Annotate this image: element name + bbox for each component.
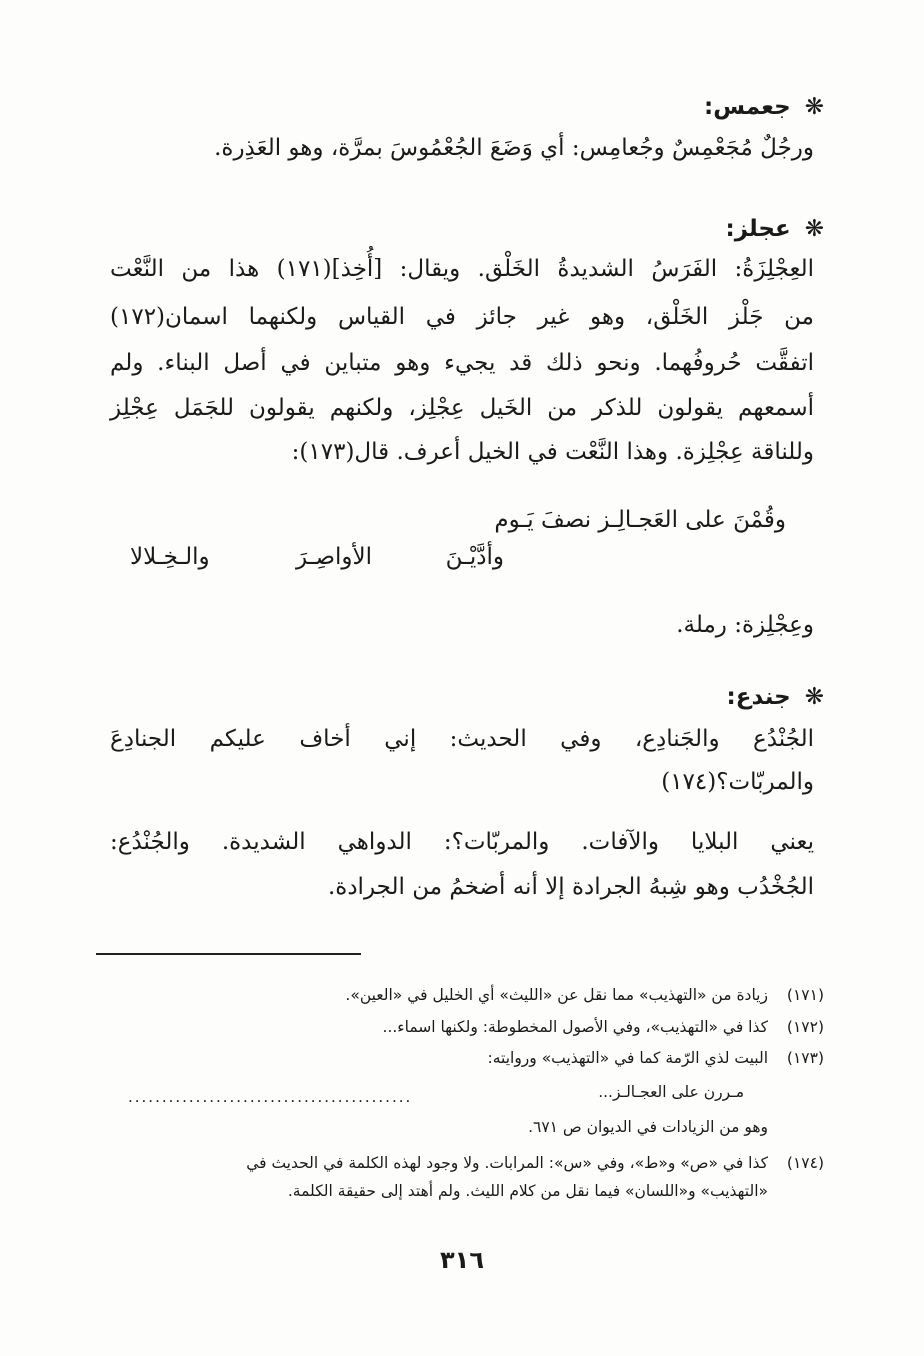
entry-line: الجُنْدُع والجَنادِع، وفي الحديث: إني أخاف عليكم الجنادِعَ (110, 726, 814, 752)
footnote-174-continued: «التهذيب» و«اللسان» فيما نقل من كلام الليث. ولم أهتد إلى حقيقة الكلمة. (287, 1182, 768, 1200)
verse-second-hemistich-end: والـخِـلالا (130, 544, 210, 570)
entry-line: من جَلْز الخَلْق، وهو غير جائز في القياس ولكنهما اسمان(١٧٢) (110, 304, 814, 330)
page-number: ٣١٦ (440, 1246, 484, 1274)
entry-line: أسمعهم يقولون للذكر من الخَيل عِجْلِز، ولكنهم يقولون للجَمَل عِجْلِز (110, 395, 814, 421)
entry-line: والمربّات؟(١٧٤) (661, 769, 814, 795)
verse-first-hemistich: وقُمْنَ على العَجـالِـز نصفَ يَـوم (494, 507, 786, 533)
footnote-verse-dots: .......................................... (128, 1088, 413, 1106)
entry-line: وعِجْلِزة: رملة. (676, 612, 814, 638)
entry-heading-jaamas: ❋جعمس: (704, 94, 824, 120)
entry-line: العِجْلِزَةُ: الفَرَسُ الشديدةُ الخَلْق. ويقال: [أُخِذ](١٧١) هذا من النَّعْت (110, 256, 814, 282)
verse-second-hemistich-start: وأدَّيْـنَ (445, 544, 504, 570)
footnote-173-verse: مـررن على العجـالـز... (598, 1083, 744, 1101)
entry-line: الجُخْدُب وهو شِبهُ الجرادة إلا أنه أضخمُ من الجرادة. (327, 874, 814, 900)
footnote-173-note: وهو من الزيادات في الديوان ص ٦٧١. (528, 1118, 768, 1136)
footnote-172: (١٧٢)كذا في «التهذيب»، وفي الأصول المخطوطة: ولكنها اسماء... (382, 1018, 824, 1036)
entry-line: اتفقَّت حُروفُهما. ونحو ذلك قد يجيء وهو متباين في أصل البناء. ولم (110, 350, 814, 376)
footnote-171: (١٧١)زيادة من «التهذيب» مما نقل عن «الليث» أي الخليل في «العين». (345, 986, 824, 1004)
asterisk-icon: ❋ (804, 216, 824, 242)
footnote-173: (١٧٣)البيت لذي الرّمة كما في «التهذيب» وروايته: (487, 1049, 824, 1067)
entry-line: ورجُلٌ مُجَعْمِسٌ وجُعامِس: أي وَضَعَ الجُعْمُوسَ بمرَّة، وهو العَذِرة. (214, 135, 814, 161)
footnote-174: (١٧٤)كذا في «ص» و«ط»، وفي «س»: المرابات. ولا وجود لهذه الكلمة في الحديث في (246, 1154, 824, 1172)
asterisk-icon: ❋ (804, 684, 824, 710)
entry-heading-jundu: ❋جندع: (726, 684, 824, 710)
asterisk-icon: ❋ (804, 94, 824, 120)
entry-line: وللناقة عِجْلِزة. وهذا النَّعْت في الخيل أعرف. قال(١٧٣): (291, 439, 814, 465)
entry-heading-ajlaz: ❋عجلز: (725, 216, 824, 242)
verse-second-hemistich-middle: الأواصِـرَ (296, 544, 372, 570)
entry-line: يعني البلايا والآفات. والمربّات؟: الدواهي الشديدة. والجُنْدُع: (110, 829, 814, 855)
footnote-separator (96, 953, 361, 955)
